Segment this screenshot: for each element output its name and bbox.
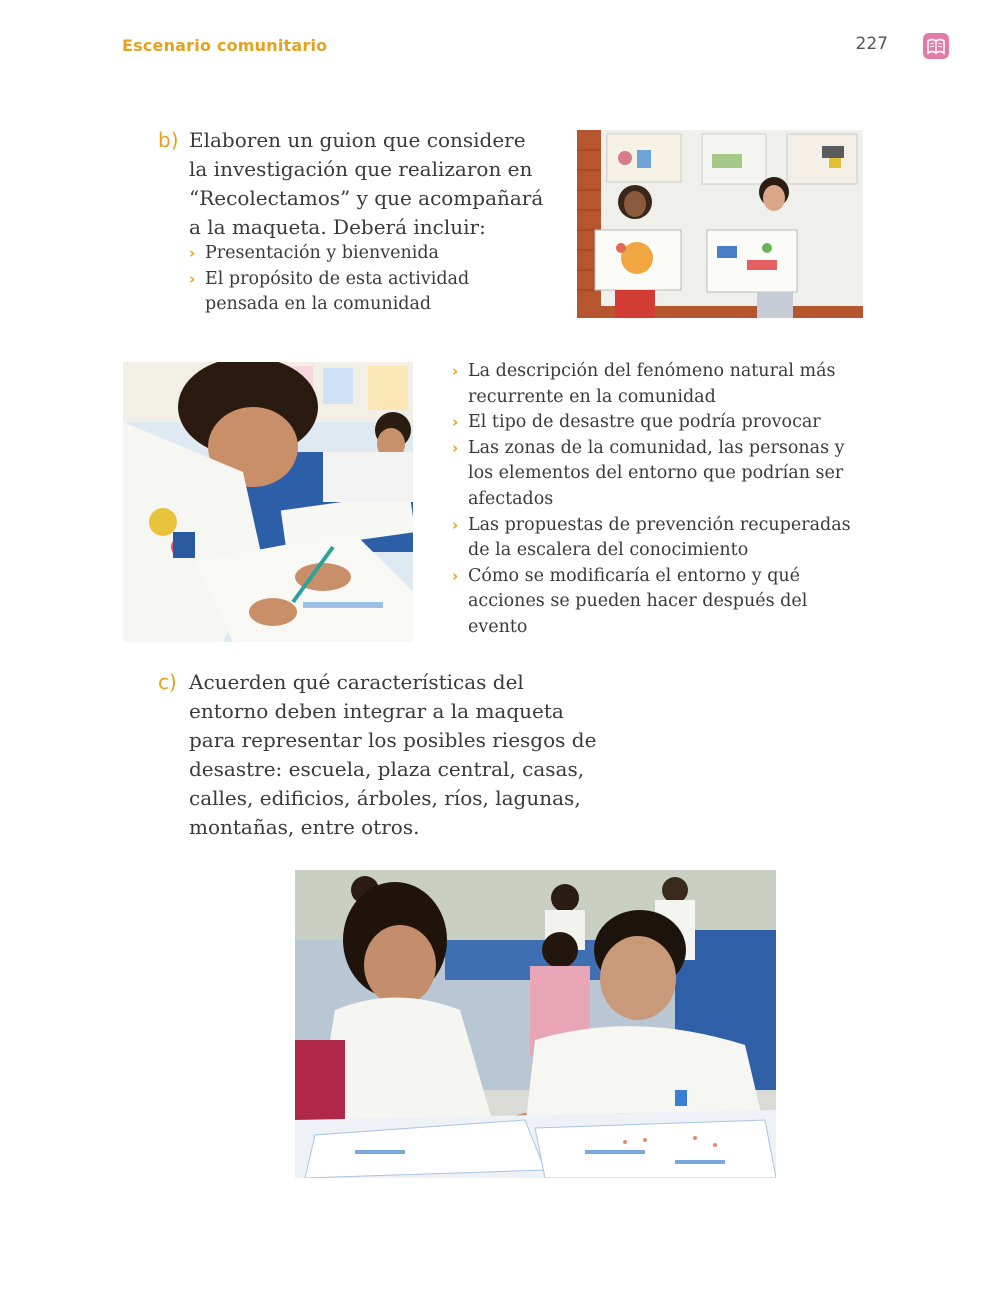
bullet-list-right [452,359,872,641]
list-item: › El tipo de desastre que podría provocar [452,410,872,436]
bullet-chevron-icon: › [452,515,459,534]
text-line: Elaboren un guion que considere [189,128,526,152]
bullet-list-top [189,241,569,318]
list-item: › Presentación y bienvenida [189,241,569,267]
bullet-chevron-icon: › [452,566,459,585]
text-line: la investigación que realizaron en [189,157,533,181]
book-icon [922,32,950,60]
text-line: calles, edificios, árboles, ríos, lagunas, [189,786,581,810]
list-item: › La descripción del fenómeno natural más recurrente en la comunidad [452,361,836,407]
text-line: desastre: escuela, plaza central, casas, [189,757,585,781]
bullet-chevron-icon: › [189,269,196,288]
list-item: › Las zonas de la comunidad, las personas y los elementos del entorno que podrían ser afectados [452,437,845,509]
list-item: › Cómo se modificaría el entorno y qué acciones se pueden hacer después del evento [452,565,808,637]
item-c-text [189,668,609,842]
section-title: Escenario comunitario [122,36,328,55]
text-line: para representar los posibles riesgos de [189,728,597,752]
item-c-letter: c) [158,670,177,694]
text-line: montañas, entre otros. [189,815,420,839]
text-line: Acuerden qué características del [189,670,524,694]
list-item: › Las propuestas de prevención recuperadas de la escalera del conocimiento [452,514,851,561]
page-number: 227 [855,34,888,54]
text-line: entorno deben integrar a la maqueta [189,699,564,723]
bullet-chevron-icon: › [452,362,459,380]
photo-children-at-table [295,870,776,1178]
text-line: a la maqueta. Deberá incluir: [189,215,486,239]
item-b-text [189,126,569,242]
photo-girls-with-posters [577,130,863,318]
bullet-chevron-icon: › [452,413,459,432]
list-item: › El propósito de esta actividad pensada en la comunidad [189,268,470,315]
item-b-letter: b) [158,128,179,152]
text-line: “Recolectamos” y que acompañará [189,186,544,210]
photo-boy-writing [123,362,413,642]
bullet-chevron-icon: › [189,244,196,262]
bullet-chevron-icon: › [452,438,459,457]
